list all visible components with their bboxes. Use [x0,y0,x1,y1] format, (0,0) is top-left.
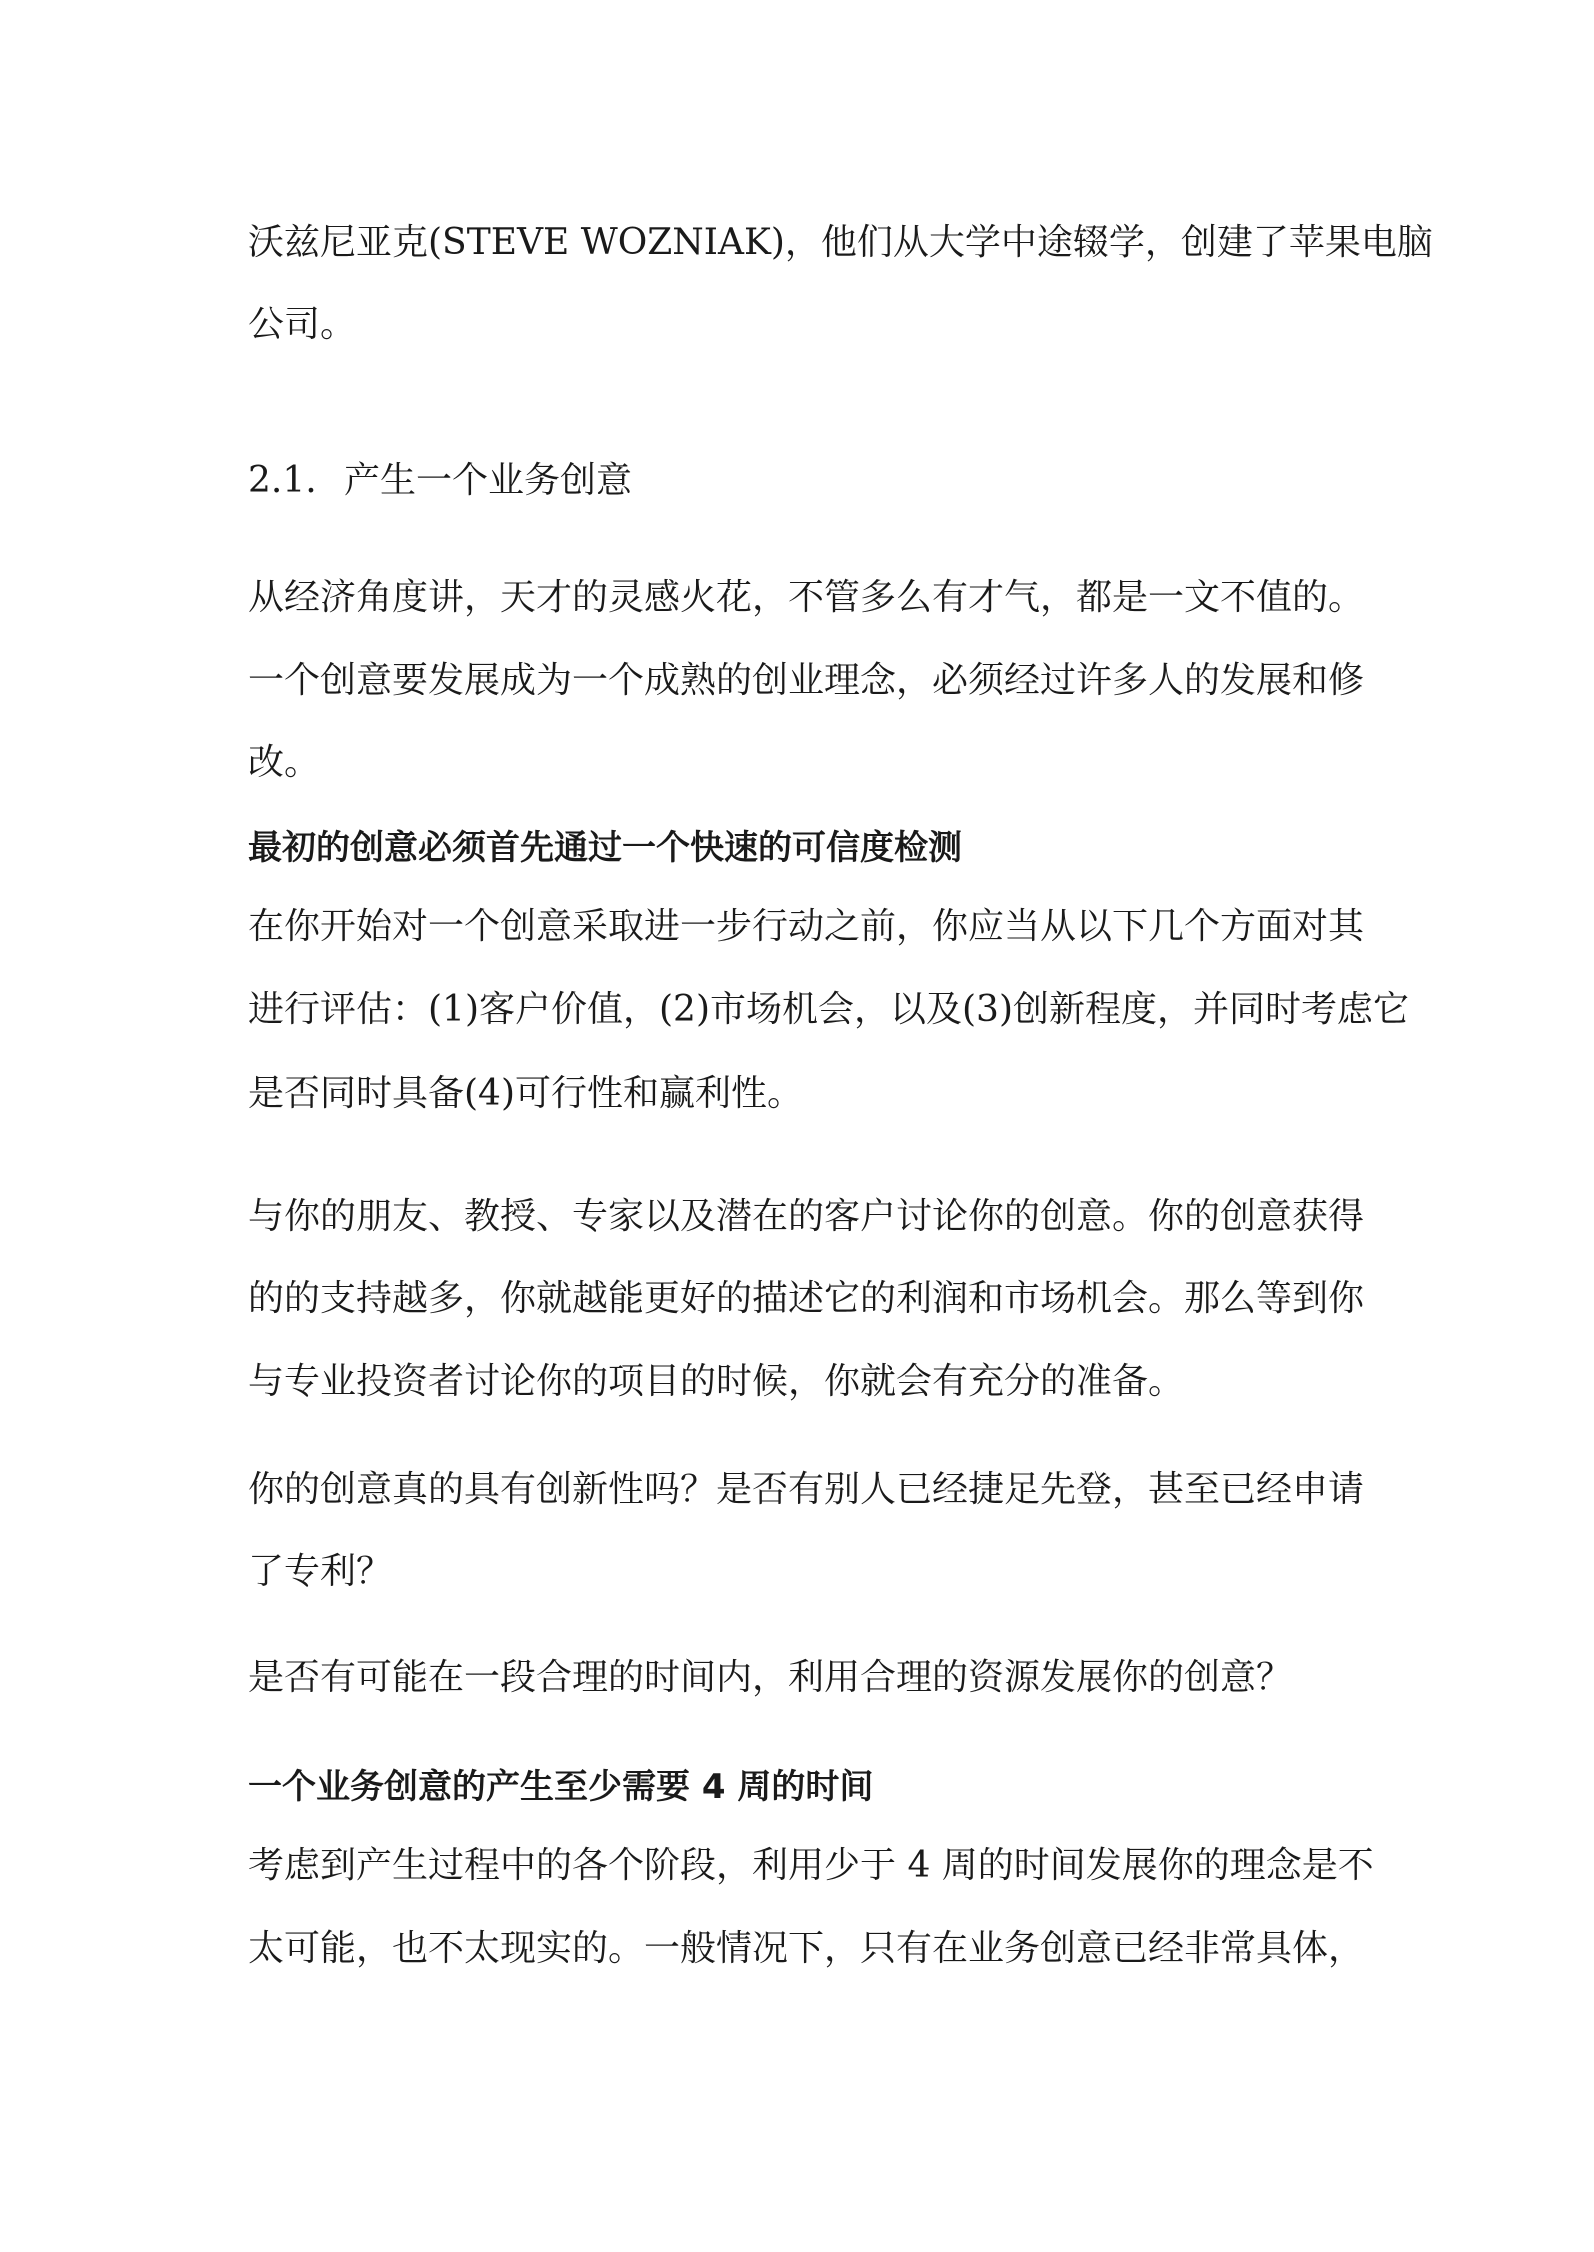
paragraph-line: 是否有可能在一段合理的时间内，利用合理的资源发展你的创意？ [248,1657,1293,1698]
paragraph-line: 公司。 [248,304,357,345]
paragraph-line: 改。 [248,742,321,783]
paragraph-line: 从经济角度讲，天才的灵感火花，不管多么有才气，都是一文不值的。 [248,577,1365,618]
paragraph-line: 你的创意真的具有创新性吗？是否有别人已经捷足先登，甚至已经申请 [248,1469,1365,1510]
paragraph-line: 是否同时具备(4)可行性和赢利性。 [248,1073,803,1114]
section-title: 产生一个业务创意 [344,460,633,501]
paragraph-line: 进行评估：(1)客户价值，(2)市场机会，以及(3)创新程度，并同时考虑它 [248,989,1409,1030]
paragraph-line: 与专业投资者讨论你的项目的时候，你就会有充分的准备。 [248,1361,1185,1402]
subheading: 一个业务创意的产生至少需要 4 周的时间 [248,1767,874,1807]
paragraph-line: 在你开始对一个创意采取进一步行动之前，你应当从以下几个方面对其 [248,906,1365,947]
section-number: 2.1. [248,460,317,501]
paragraph-line: 太可能，也不太现实的。一般情况下，只有在业务创意已经非常具体， [248,1928,1365,1969]
paragraph-line: 的的支持越多，你就越能更好的描述它的利润和市场机会。那么等到你 [248,1278,1365,1319]
section-heading [248,459,632,503]
paragraph-line: 一个创意要发展成为一个成熟的创业理念，必须经过许多人的发展和修 [248,660,1365,701]
paragraph-line: 沃兹尼亚克(STEVE WOZNIAK)，他们从大学中途辍学，创建了苹果电脑 [248,222,1433,263]
paragraph-line: 与你的朋友、教授、专家以及潜在的客户讨论你的创意。你的创意获得 [248,1196,1365,1237]
subheading: 最初的创意必须首先通过一个快速的可信度检测 [248,828,962,868]
paragraph-line: 考虑到产生过程中的各个阶段，利用少于 4 周的时间发展你的理念是不 [248,1845,1374,1886]
paragraph-line: 了专利？ [248,1551,393,1592]
